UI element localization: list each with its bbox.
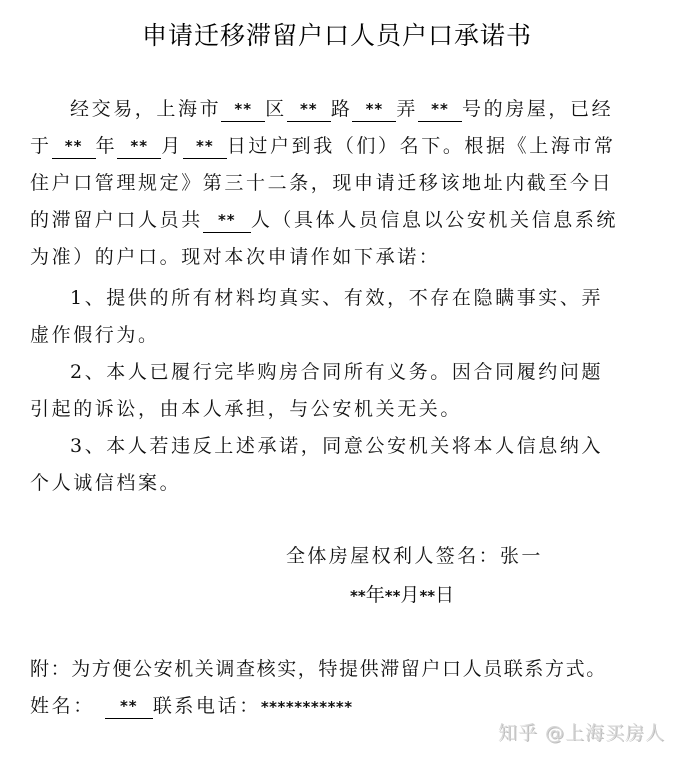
paragraph1-line2 [30, 131, 616, 161]
signature-line [286, 541, 543, 571]
text: 月 [161, 135, 183, 157]
commitment-2-line1: 2、本人已履行完毕购房合同所有义务。因合同履约问题 [70, 361, 604, 383]
count-blank: ** [203, 208, 251, 233]
signature-date [350, 580, 454, 611]
name-blank: ** [105, 694, 153, 719]
road-blank: ** [287, 97, 331, 122]
date-month: ** [384, 587, 401, 605]
paragraph1-line3: 住户口管理规定》第三十二条，现申请迁移该地址内截至今日 [30, 172, 614, 194]
name-label: 姓名： [30, 695, 95, 717]
lane-blank: ** [352, 97, 396, 122]
appendix-note: 附：为方便公安机关调查核实，特提供滞留户口人员联系方式。 [30, 658, 607, 680]
text: 日过户到我（们）名下。根据《上海市常 [226, 135, 616, 157]
text: 人（具体人员信息以公安机关信息系统 [250, 209, 619, 231]
commitment-1-line1: 1、提供的所有材料均真实、有效，不存在隐瞒事实、弄 [70, 287, 604, 309]
text: 号的房屋，已经 [462, 98, 614, 120]
commitment-2-line2: 引起的诉讼，由本人承担，与公安机关无关。 [30, 398, 463, 420]
paragraph1-line5: 为准）的户口。现对本次申请作如下承诺： [30, 246, 441, 268]
year-blank: ** [52, 134, 96, 159]
date-day: ** [419, 587, 436, 605]
date-year: ** [350, 587, 366, 605]
paragraph1-line1 [70, 94, 614, 124]
text: 于 [30, 135, 52, 157]
paragraph1-line4 [30, 205, 619, 235]
text: 路 [330, 98, 353, 120]
day-blank: ** [183, 134, 227, 159]
watermark: 知乎 @上海买房人 [498, 722, 666, 744]
number-blank: ** [418, 97, 462, 122]
commitment-1-line2: 虚作假行为。 [30, 324, 160, 346]
text: 经交易，上海市 [70, 98, 222, 120]
appendix-contact [30, 691, 610, 721]
text: 年 [365, 584, 385, 606]
commitment-3-line2: 个人诚信档案。 [30, 472, 182, 494]
text: 日 [435, 584, 455, 606]
signature-name: 张一 [500, 545, 543, 567]
phone-value: *********** [260, 698, 353, 716]
text: 区 [265, 98, 287, 120]
page-title: 申请迁移滞留户口人员户口承诺书 [141, 21, 532, 50]
district-blank: ** [221, 97, 265, 122]
commitment-3-line1: 3、本人若违反上述承诺，同意公安机关将本人信息纳入 [70, 435, 604, 457]
month-blank: ** [117, 134, 161, 159]
text: 弄 [396, 98, 419, 120]
text: 月 [400, 584, 420, 606]
phone-label: 联系电话： [152, 695, 261, 717]
text: 的滞留户口人员共 [30, 209, 203, 231]
text: 年 [95, 135, 118, 157]
signature-label: 全体房屋权利人签名： [286, 545, 501, 567]
